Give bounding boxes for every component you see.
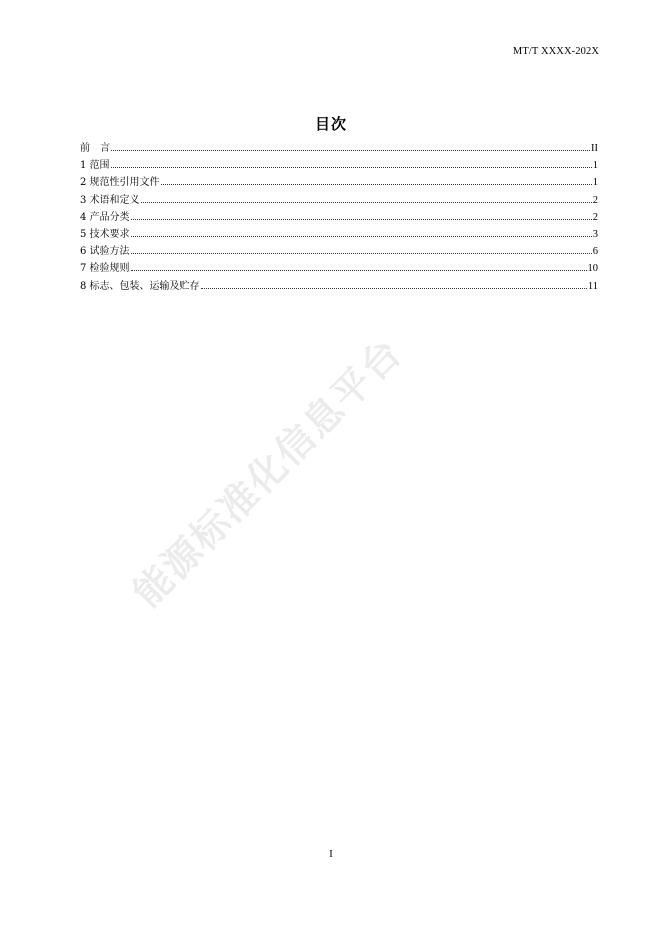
toc-dot-leader	[111, 166, 592, 168]
toc-entry-label: 4 产品分类	[80, 211, 130, 223]
toc-entry-page: 2	[592, 194, 598, 206]
toc-entry-normative-references[interactable]	[80, 174, 598, 191]
toc-entry-page: 11	[587, 280, 598, 292]
toc-dot-leader	[131, 218, 592, 220]
toc-dot-leader	[111, 149, 590, 151]
toc-entry-label: 8 标志、包装、运输及贮存	[80, 280, 200, 292]
toc-entry-label: 1 范围	[80, 160, 110, 172]
toc-entry-label: 7 检验规则	[80, 263, 130, 275]
toc-title: 目次	[314, 115, 347, 133]
toc-dot-leader	[131, 252, 592, 254]
toc-dot-leader	[201, 287, 587, 289]
toc-entry-page: 1	[592, 177, 598, 189]
toc-entry-inspection-rules[interactable]	[80, 260, 598, 277]
toc-dot-leader	[141, 201, 592, 203]
page-number: I	[329, 849, 333, 860]
toc-entry-scope[interactable]	[80, 157, 598, 174]
toc-entry-foreword[interactable]	[80, 140, 598, 157]
toc-dot-leader	[131, 269, 587, 271]
toc-entry-test-methods[interactable]	[80, 243, 598, 260]
toc-entry-page: 2	[592, 211, 598, 223]
toc-entry-page: 10	[587, 263, 598, 275]
toc-entry-technical-requirements[interactable]	[80, 226, 598, 243]
toc-entry-product-classification[interactable]	[80, 209, 598, 226]
toc-entry-page: 1	[592, 160, 598, 172]
toc-entry-page: 6	[592, 246, 598, 258]
toc-entry-marking-packaging[interactable]	[80, 278, 598, 295]
toc-entry-label: 5 技术要求	[80, 228, 130, 240]
document-code: MT/T XXXX-202X	[512, 46, 599, 57]
toc-entry-label: 3 术语和定义	[80, 194, 140, 206]
toc-entry-terms-definitions[interactable]	[80, 192, 598, 209]
toc-list	[80, 140, 598, 295]
toc-dot-leader	[161, 183, 592, 185]
toc-entry-label: 6 试验方法	[80, 246, 130, 258]
toc-entry-page: II	[591, 143, 598, 154]
toc-entry-label: 2 规范性引用文件	[80, 177, 160, 189]
toc-entry-label: 前 言	[80, 143, 110, 154]
watermark: 能源标准化信息平台	[124, 329, 411, 616]
toc-dot-leader	[131, 235, 592, 237]
toc-entry-page: 3	[592, 228, 598, 240]
